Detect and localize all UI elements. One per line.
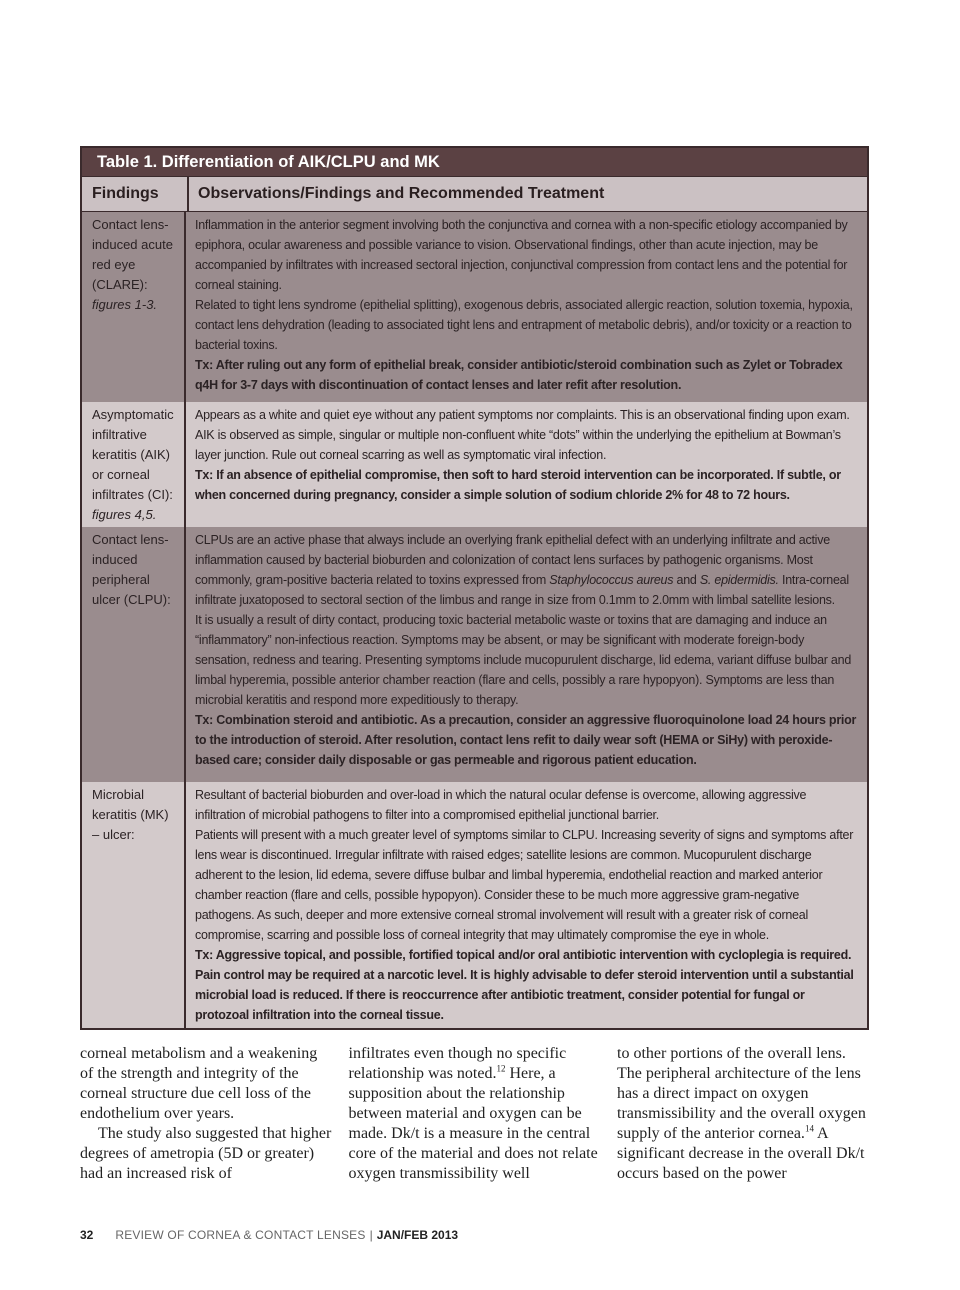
- finding-label: Contact lens-induced acute red eye (CLARE):: [92, 217, 173, 292]
- treatment-text: Tx: Combination steroid and antibiotic. As a precaution, consider an aggressive fluoroquinolone load 24 hours prior to the introduction of steroid. After resolution, contact lens refit to daily wear soft (HEMA or SiHy) with peroxide-based care; consider daily disposable or gas permeable and rigorous patient education.: [195, 713, 857, 767]
- finding-label: Microbial keratitis (MK) – ulcer:: [92, 787, 169, 842]
- finding-label: Contact lens-induced peripheral ulcer (CLPU):: [92, 532, 171, 607]
- observation-cell: [186, 527, 867, 782]
- finding-figures: figures 1-3.: [92, 297, 158, 312]
- footer-separator: |: [369, 1228, 373, 1242]
- reference-number: 12: [496, 1063, 506, 1074]
- journal-name: REVIEW OF CORNEA & CONTACT LENSES: [115, 1228, 366, 1242]
- body-text: A significant decrease in the overall Dk/t occurs based on the power: [617, 1125, 865, 1182]
- observation-cell: [186, 782, 867, 1028]
- observation-cell: [186, 402, 867, 527]
- finding-label: Asymptomatic infiltrative keratitis (AIK) or corneal infiltrates (CI):: [92, 407, 174, 502]
- body-column-2: [349, 1044, 602, 1184]
- table-title: Table 1. Differentiation of AIK/CLPU and MK: [82, 148, 867, 176]
- organism-name: S. epidermidis.: [699, 573, 779, 587]
- observation-text: Resultant of bacterial bioburden and over-load in which the natural ocular defense is overcome, allowing aggressive infiltration of microbial pathogens to filter into a compromised epithelial junctional barrier.: [195, 788, 807, 822]
- observation-text-part: and: [673, 573, 700, 587]
- page-number: 32: [80, 1228, 94, 1242]
- body-text: Here, a supposition about the relationship between material and oxygen can be made. Dk/t is a measure in the central core of the material and does not relate oxygen transmissibility well: [348, 1065, 598, 1182]
- finding-cell: [82, 212, 186, 402]
- body-column-3: [617, 1044, 870, 1184]
- observation-text: It is usually a result of dirty contact, producing toxic bacterial metabolic waste or toxins that are damaging and induce an “inflammatory” non-infectious reaction. Symptoms may be absent, or may be significant with moderate foreign-body sensation, redness and tearing. Presenting symptoms include mucopurulent discharge, lid edema, variant diffuse bulbar and limbal hyperemia, possible anterior chamber reaction (flare and cells, possibly a rare hypopyon). Symptoms are less than microbial keratitis and respond more expeditiously to therapy.: [195, 613, 852, 707]
- body-text: to other portions of the overall lens. The peripheral architecture of the lens has a direct impact on oxygen transmissibility and the overall oxygen supply of the anterior cornea.: [617, 1045, 866, 1142]
- organism-name: Staphylococcus aureus: [549, 573, 674, 587]
- observation-text-part: Intra-corneal infiltrate juxatoposed to sectoral section of the limbus and range in size from 0.1mm to 2.0mm with limbal satellite lesions.: [195, 573, 849, 607]
- article-body: [80, 1044, 870, 1184]
- finding-cell: [82, 782, 186, 1028]
- table-header-row: [82, 176, 867, 212]
- observation-text-part: CLPUs are an active phase that always include an overlying frank epithelial defect with an underlying infiltrate and active inflammation caused by bacterial bioburden and colonization of contact lens surfaces by pathogenic organisms. Most commonly, gram-positive bacteria related to toxins expressed from: [195, 533, 830, 587]
- treatment-text: Tx: If an absence of epithelial compromise, then soft to hard steroid intervention can be incorporated. If subtle, or when concerned during pregnancy, consider a simple solution of sodium chloride 2% for 48 to 72 hours.: [195, 468, 841, 502]
- table-row: [82, 527, 867, 782]
- treatment-table: [80, 146, 869, 1030]
- observation-text: Appears as a white and quiet eye without any patient symptoms nor complaints. This is an observational finding upon exam. AIK is observed as simple, singular or multiple non-confluent white “dots” within the underlying the epithelium at Bowman’s layer junction. Rule out corneal scarring as well as symptomatic viral infection.: [195, 408, 850, 462]
- body-text: infiltrates even though no specific relationship was noted.: [348, 1045, 567, 1082]
- treatment-text: Tx: Aggressive topical, and possible, fortified topical and/or oral antibiotic intervention with cycloplegia is required. Pain control may be required at a narcotic level. It is highly advisable to defer steroid intervention until a substantial microbial load is reduced. If there is reoccurrence after antibiotic treatment, consider potential for fungal or protozoal infiltration into the corneal tissue.: [195, 948, 854, 1022]
- treatment-text: Tx: After ruling out any form of epithelial break, consider antibiotic/steroid combination such as Zylet or Tobradex q4H for 3-7 days with discontinuation of contact lenses and later refit after resolution.: [195, 358, 843, 392]
- reference-number: 14: [804, 1123, 814, 1134]
- header-observations: Observations/Findings and Recommended Treatment: [198, 185, 605, 202]
- body-column-1: [80, 1044, 333, 1184]
- body-paragraph: [617, 1044, 870, 1184]
- body-paragraph: [349, 1044, 602, 1184]
- observation-text: Related to tight lens syndrome (epithelial splitting), exogenous debris, associated allergic reaction, solution toxemia, hypoxia, contact lens dehydration (leading to associated tight lens and entrapment of metabolic debris), and/or toxicity or a reaction to bacterial toxins.: [195, 298, 853, 352]
- finding-cell: [82, 402, 186, 527]
- observation-text: Patients will present with a much greater level of symptoms similar to CLPU. Increasing severity of signs and symptoms after lens wear is discontinued. Irregular infiltrate with raised edges; satellite lesions are common. Mucopurulent discharge adherent to the lesion, lid edema, severe diffuse bulbar and limbal hyperemia, endothelial reaction and marked anterior chamber reaction (flare and cells, possible hypopyon). Consider these to be much more aggressive gram-negative pathogens. As such, deeper and more extensive corneal stromal involvement will result with a greater risk of corneal compromise, scarring and possible loss of corneal integrity that may ultimately compromise the eye in whole.: [195, 828, 854, 942]
- table-row: [82, 212, 867, 402]
- table-row: [82, 782, 867, 1028]
- body-paragraph: corneal metabolism and a weakening of the strength and integrity of the corneal structure due cell loss of the endothelium over years.: [80, 1045, 318, 1122]
- header-findings: Findings: [82, 177, 189, 211]
- observation-text: Inflammation in the anterior segment involving both the conjunctiva and cornea with a non-specific etiology accompanied by epiphora, ocular awareness and possible variance to vision. Observational findings, other than acute injection, may be accompanied by infiltrates with increased sectoral injection, conjunctival compression from contact lens and the potential for corneal staining.: [195, 218, 848, 292]
- observation-text: [195, 530, 857, 610]
- finding-cell: [82, 527, 186, 782]
- page-footer: [80, 1228, 458, 1242]
- finding-figures: figures 4,5.: [92, 507, 157, 522]
- issue-date: JAN/FEB 2013: [376, 1228, 459, 1242]
- observation-cell: [186, 212, 867, 402]
- body-paragraph: The study also suggested that higher degrees of ametropia (5D or greater) had an increased risk of: [80, 1125, 332, 1182]
- table-row: [82, 402, 867, 527]
